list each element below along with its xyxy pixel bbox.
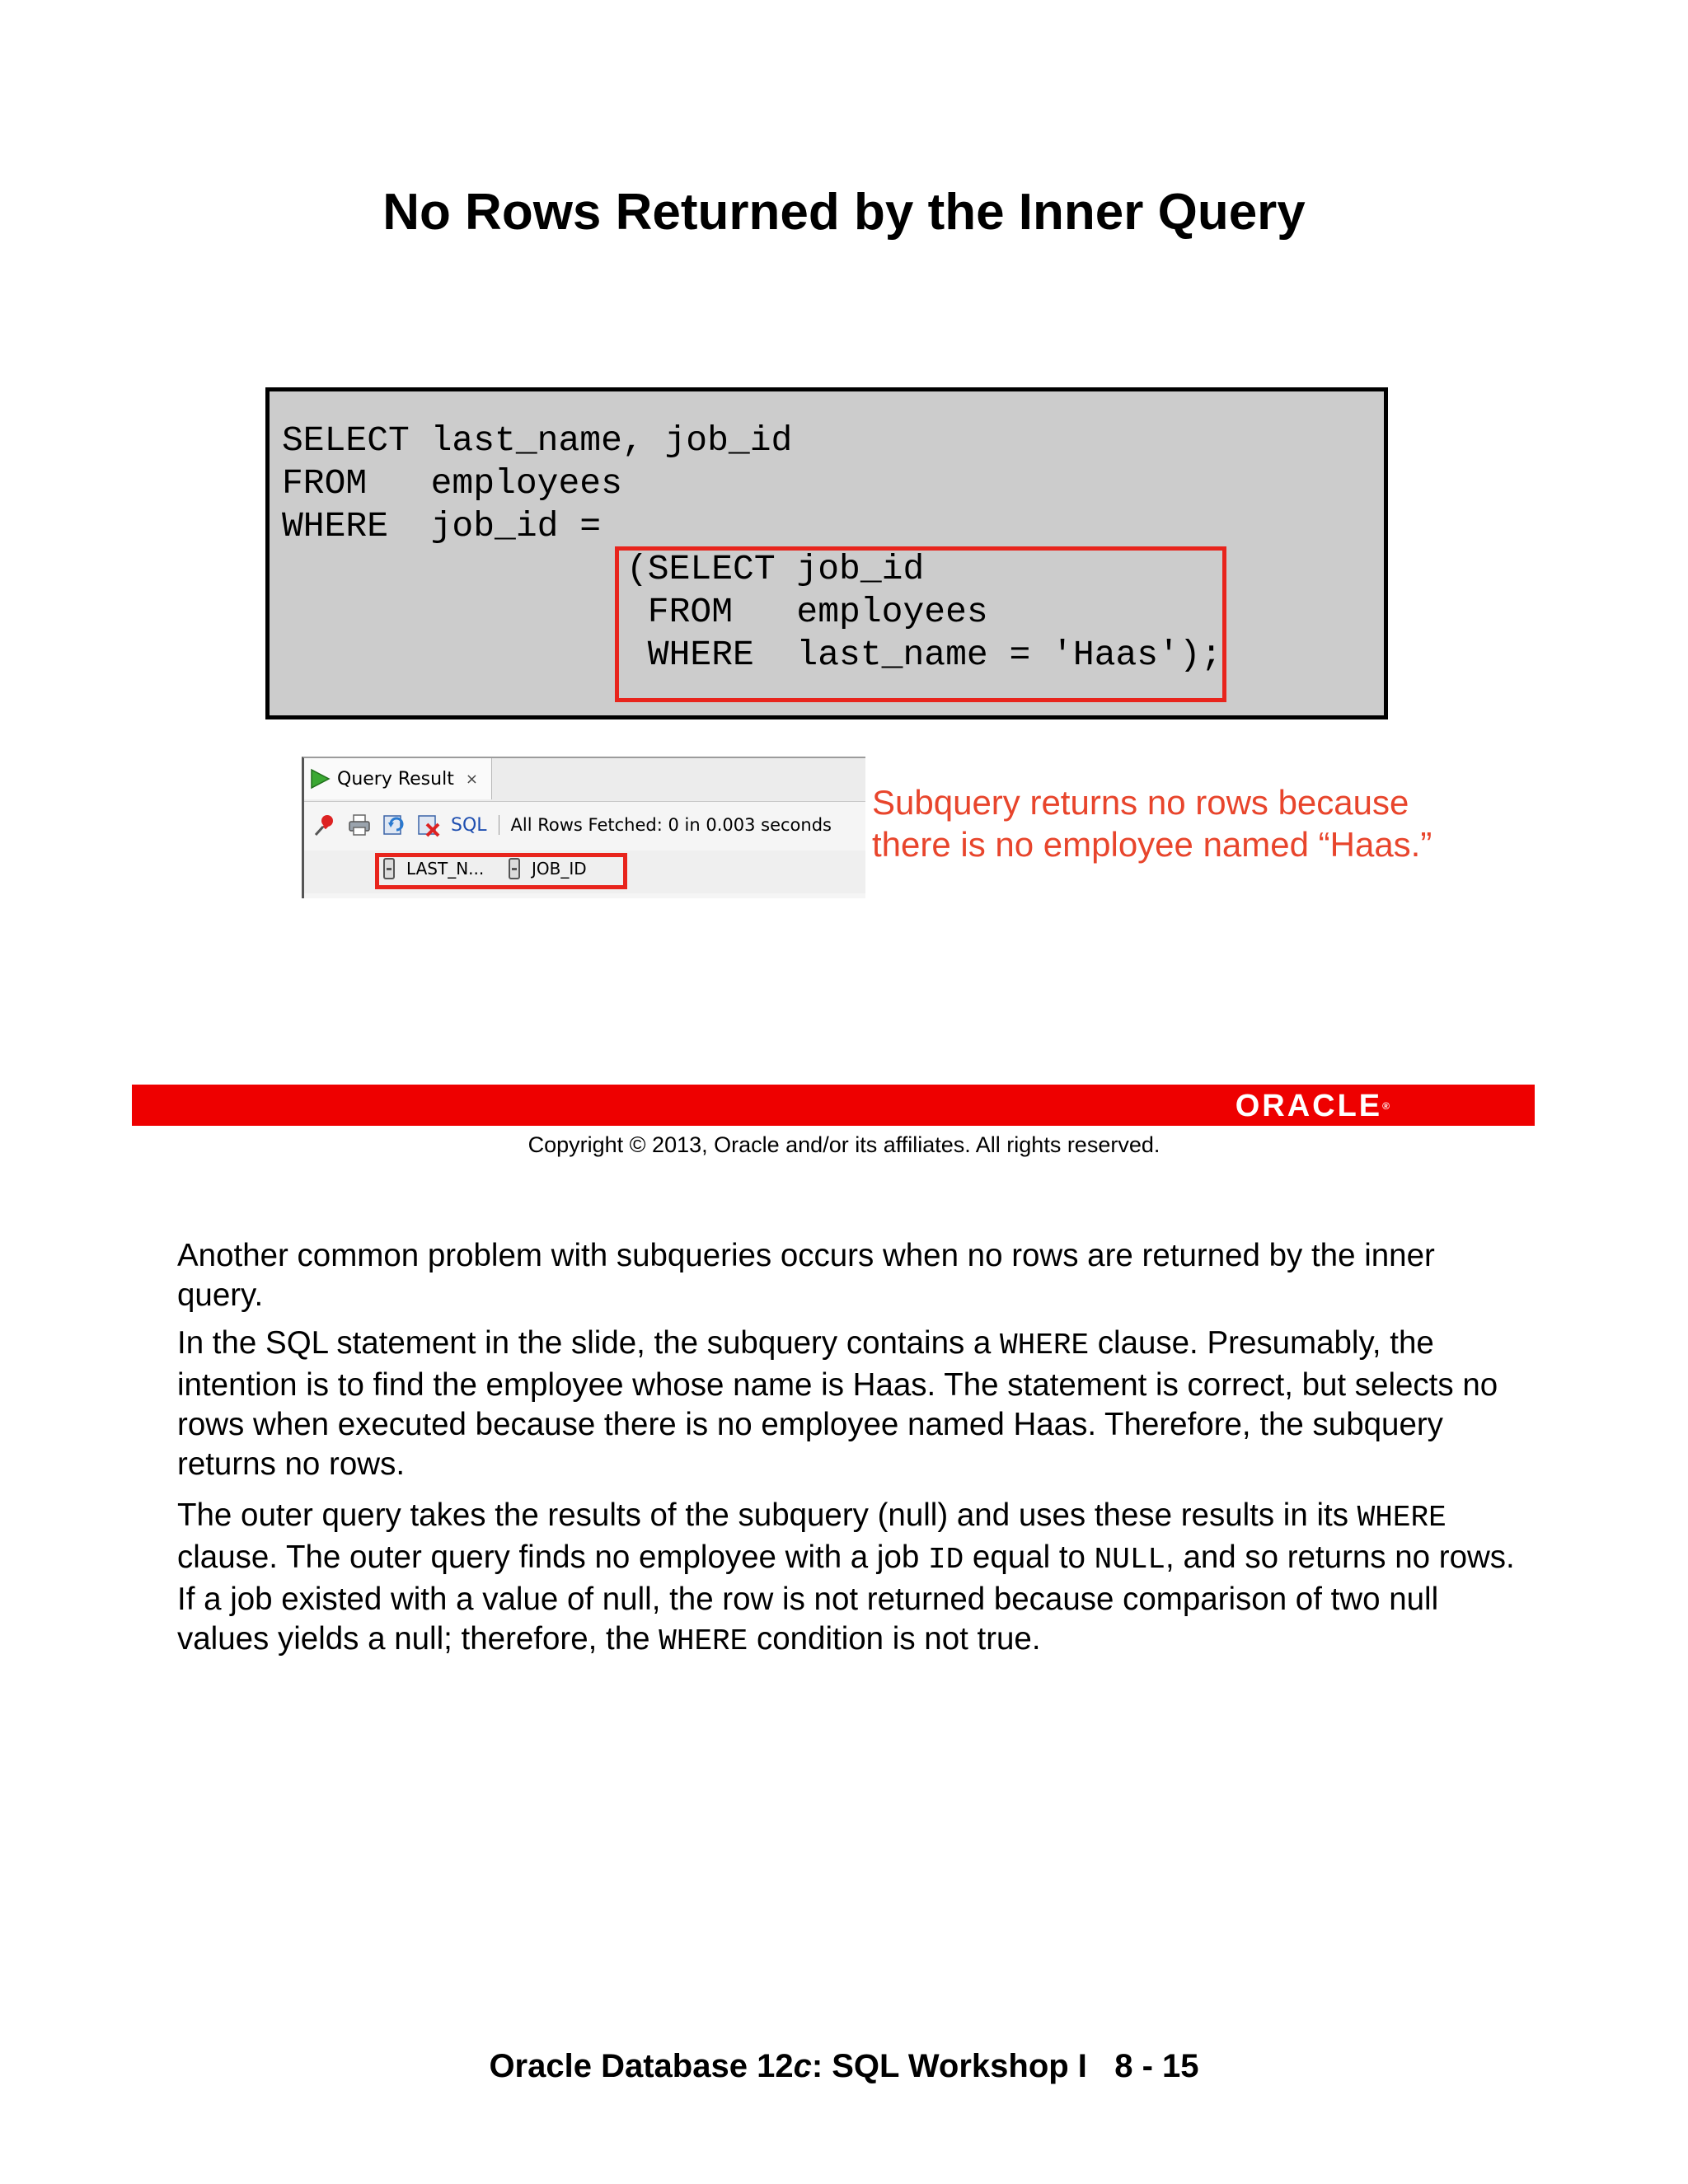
columns-highlight-box [375, 853, 627, 889]
oracle-logo: ORACLE® [1235, 1089, 1390, 1123]
annotation-callout [872, 781, 1614, 865]
tab-label: Query Result [337, 768, 454, 790]
tab-query-result[interactable] [304, 758, 492, 799]
column-label: JOB_ID [532, 859, 587, 879]
notes-paragraph-1: Another common problem with subqueries occurs when no rows are returned by the inner query. [177, 1238, 1435, 1313]
annotation-line-2: there is no employee named “Haas.” [872, 825, 1432, 864]
code-line-subquery-from: FROM employees [626, 592, 988, 632]
query-result-panel [302, 757, 865, 898]
subquery-highlight-box [615, 546, 1226, 702]
delete-icon[interactable] [416, 813, 441, 837]
notes-paragraph-3: The outer query takes the results of the subquery (null) and uses these results in its WHERE clause. The outer query finds no employee with a job ID equal to NULL, and so returns no rows. If a job existed with a value of null, the row is not returned because comparison of two null values yields a null; therefore, the WHERE condition is not true. [177, 1497, 1515, 1658]
annotation-line-1: Subquery returns no rows because [872, 783, 1409, 822]
copyright-notice: Copyright © 2013, Oracle and/or its affiliates. All rights reserved. [528, 1132, 1160, 1157]
run-triangle-icon [309, 768, 331, 790]
code-keyword: WHERE [1000, 1329, 1090, 1362]
page-footer: Oracle Database 12c: SQL Workshop I 8 - 15 [489, 2048, 1199, 2084]
code-keyword: ID [928, 1543, 964, 1577]
pin-icon[interactable] [312, 813, 337, 837]
result-toolbar [304, 804, 865, 846]
tab-strip [304, 758, 865, 802]
oracle-banner [132, 1085, 1535, 1126]
print-icon[interactable] [347, 813, 372, 837]
fetch-status-text: All Rows Fetched: 0 in 0.003 seconds [510, 815, 832, 835]
slide-title: No Rows Returned by the Inner Query [382, 184, 1306, 241]
refresh-icon[interactable] [382, 813, 406, 837]
code-line-from: FROM employees [282, 463, 622, 504]
notes-paragraph-2: In the SQL statement in the slide, the subquery contains a WHERE clause. Presumably, the intention is to find the employee whose name is Haas. The statement is correct, but selects no rows when executed because there is no employee named Haas. Therefore, the subquery returns no rows. [177, 1325, 1498, 1482]
code-line-subquery-select: (SELECT job_id [626, 549, 925, 589]
column-label: LAST_N... [406, 859, 485, 879]
code-keyword: NULL [1094, 1543, 1166, 1577]
code-line-select: SELECT last_name, job_id [282, 420, 793, 461]
sql-code-box [265, 387, 1388, 719]
grid-header [304, 851, 865, 893]
close-icon[interactable]: × [465, 770, 478, 788]
code-line-where: WHERE job_id = [282, 506, 602, 546]
code-line-subquery-where: WHERE last_name = 'Haas'); [626, 635, 1222, 675]
sql-link[interactable]: SQL [451, 814, 487, 836]
code-keyword: WHERE [659, 1624, 748, 1658]
code-keyword: WHERE [1357, 1501, 1447, 1535]
